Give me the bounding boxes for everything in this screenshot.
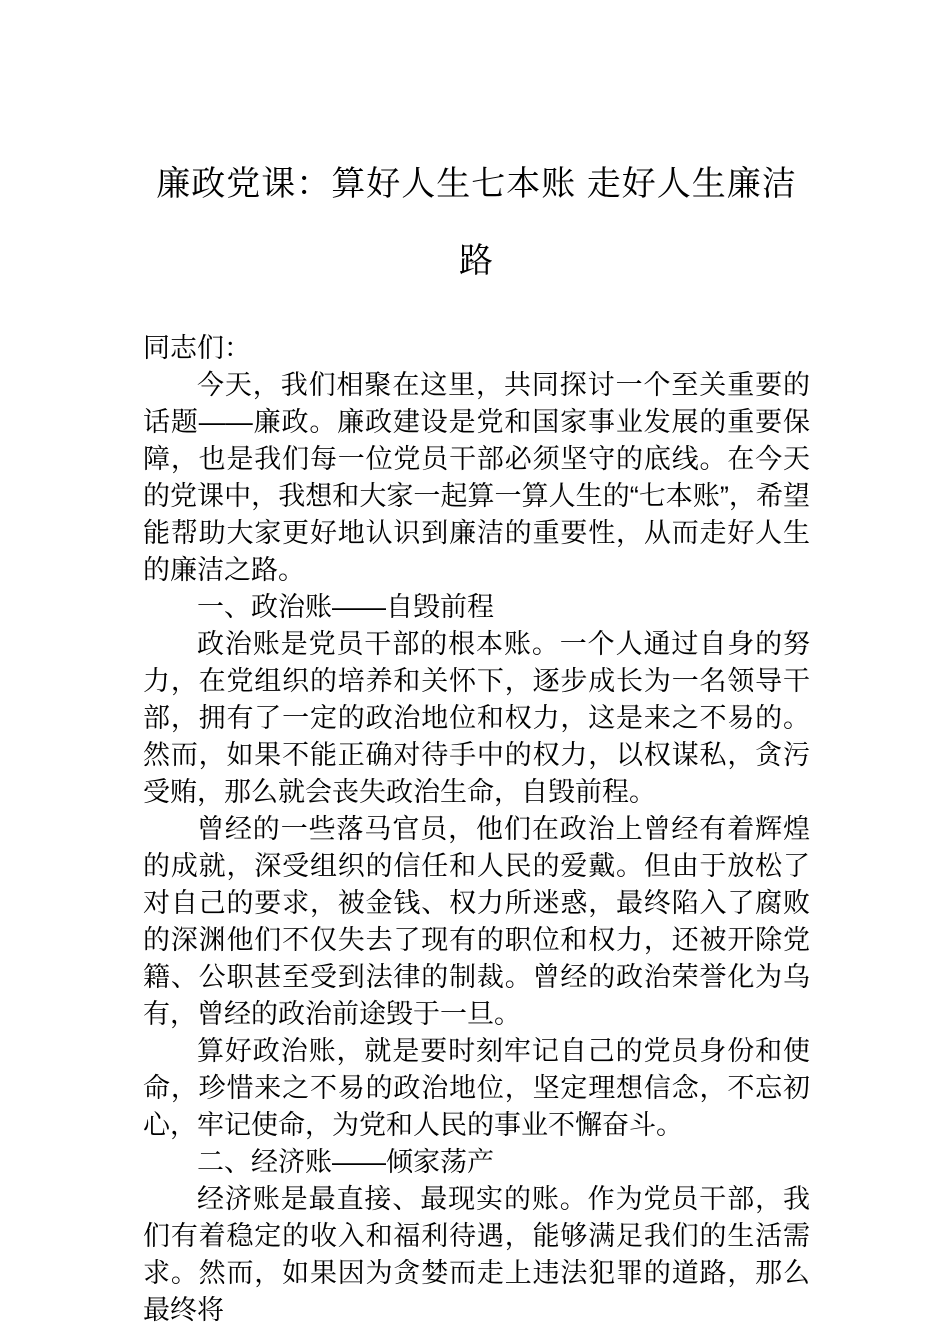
section-2-paragraph: 经济账是最直接、最现实的账。作为党员干部，我们有着稳定的收入和福利待遇，能够满足我们的生活需求。然而，如果因为贪婪而走上违法犯罪的道路，那么最终将: [143, 1184, 810, 1325]
section-1-paragraph: 曾经的一些落马官员，他们在政治上曾经有着辉煌的成就，深受组织的信任和人民的爱戴。但由于放松了对自己的要求，被金钱、权力所迷惑，最终陷入了腐败的深渊他们不仅失去了现有的职位和权力，还被开除党籍、公职甚至受到法律的制裁。曾经的政治荣誉化为乌有，曾经的政治前途毁于一旦。: [143, 814, 810, 1029]
section-2-heading: 二、经济账——倾家荡产: [197, 1147, 494, 1177]
document-body: [143, 330, 810, 1329]
page-content: [0, 146, 950, 1329]
section-1-paragraph: 政治账是党员干部的根本账。一个人通过自身的努力，在党组织的培养和关怀下，逐步成长为一名领导干部，拥有了一定的政治地位和权力，这是来之不易的。然而，如果不能正确对待手中的权力，以权谋私，贪污受贿，那么就会丧失政治生命，自毁前程。: [143, 629, 810, 807]
section-1-heading: 一、政治账——自毁前程: [197, 592, 494, 622]
intro-paragraph: 今天，我们相聚在这里，共同探讨一个至关重要的话题——廉政。廉政建设是党和国家事业发展的重要保障，也是我们每一位党员干部必须坚守的底线。在今天的党课中，我想和大家一起算一算人生的“七本账”，希望能帮助大家更好地认识到廉洁的重要性，从而走好人生的廉洁之路。: [143, 370, 810, 585]
document-title: 廉政党课：算好人生七本账 走好人生廉洁路: [156, 165, 797, 280]
salutation: 同志们：: [143, 333, 251, 363]
section-1-paragraph: 算好政治账，就是要时刻牢记自己的党员身份和使命，珍惜来之不易的政治地位，坚定理想信念，不忘初心，牢记使命，为党和人民的事业不懈奋斗。: [143, 1036, 810, 1140]
